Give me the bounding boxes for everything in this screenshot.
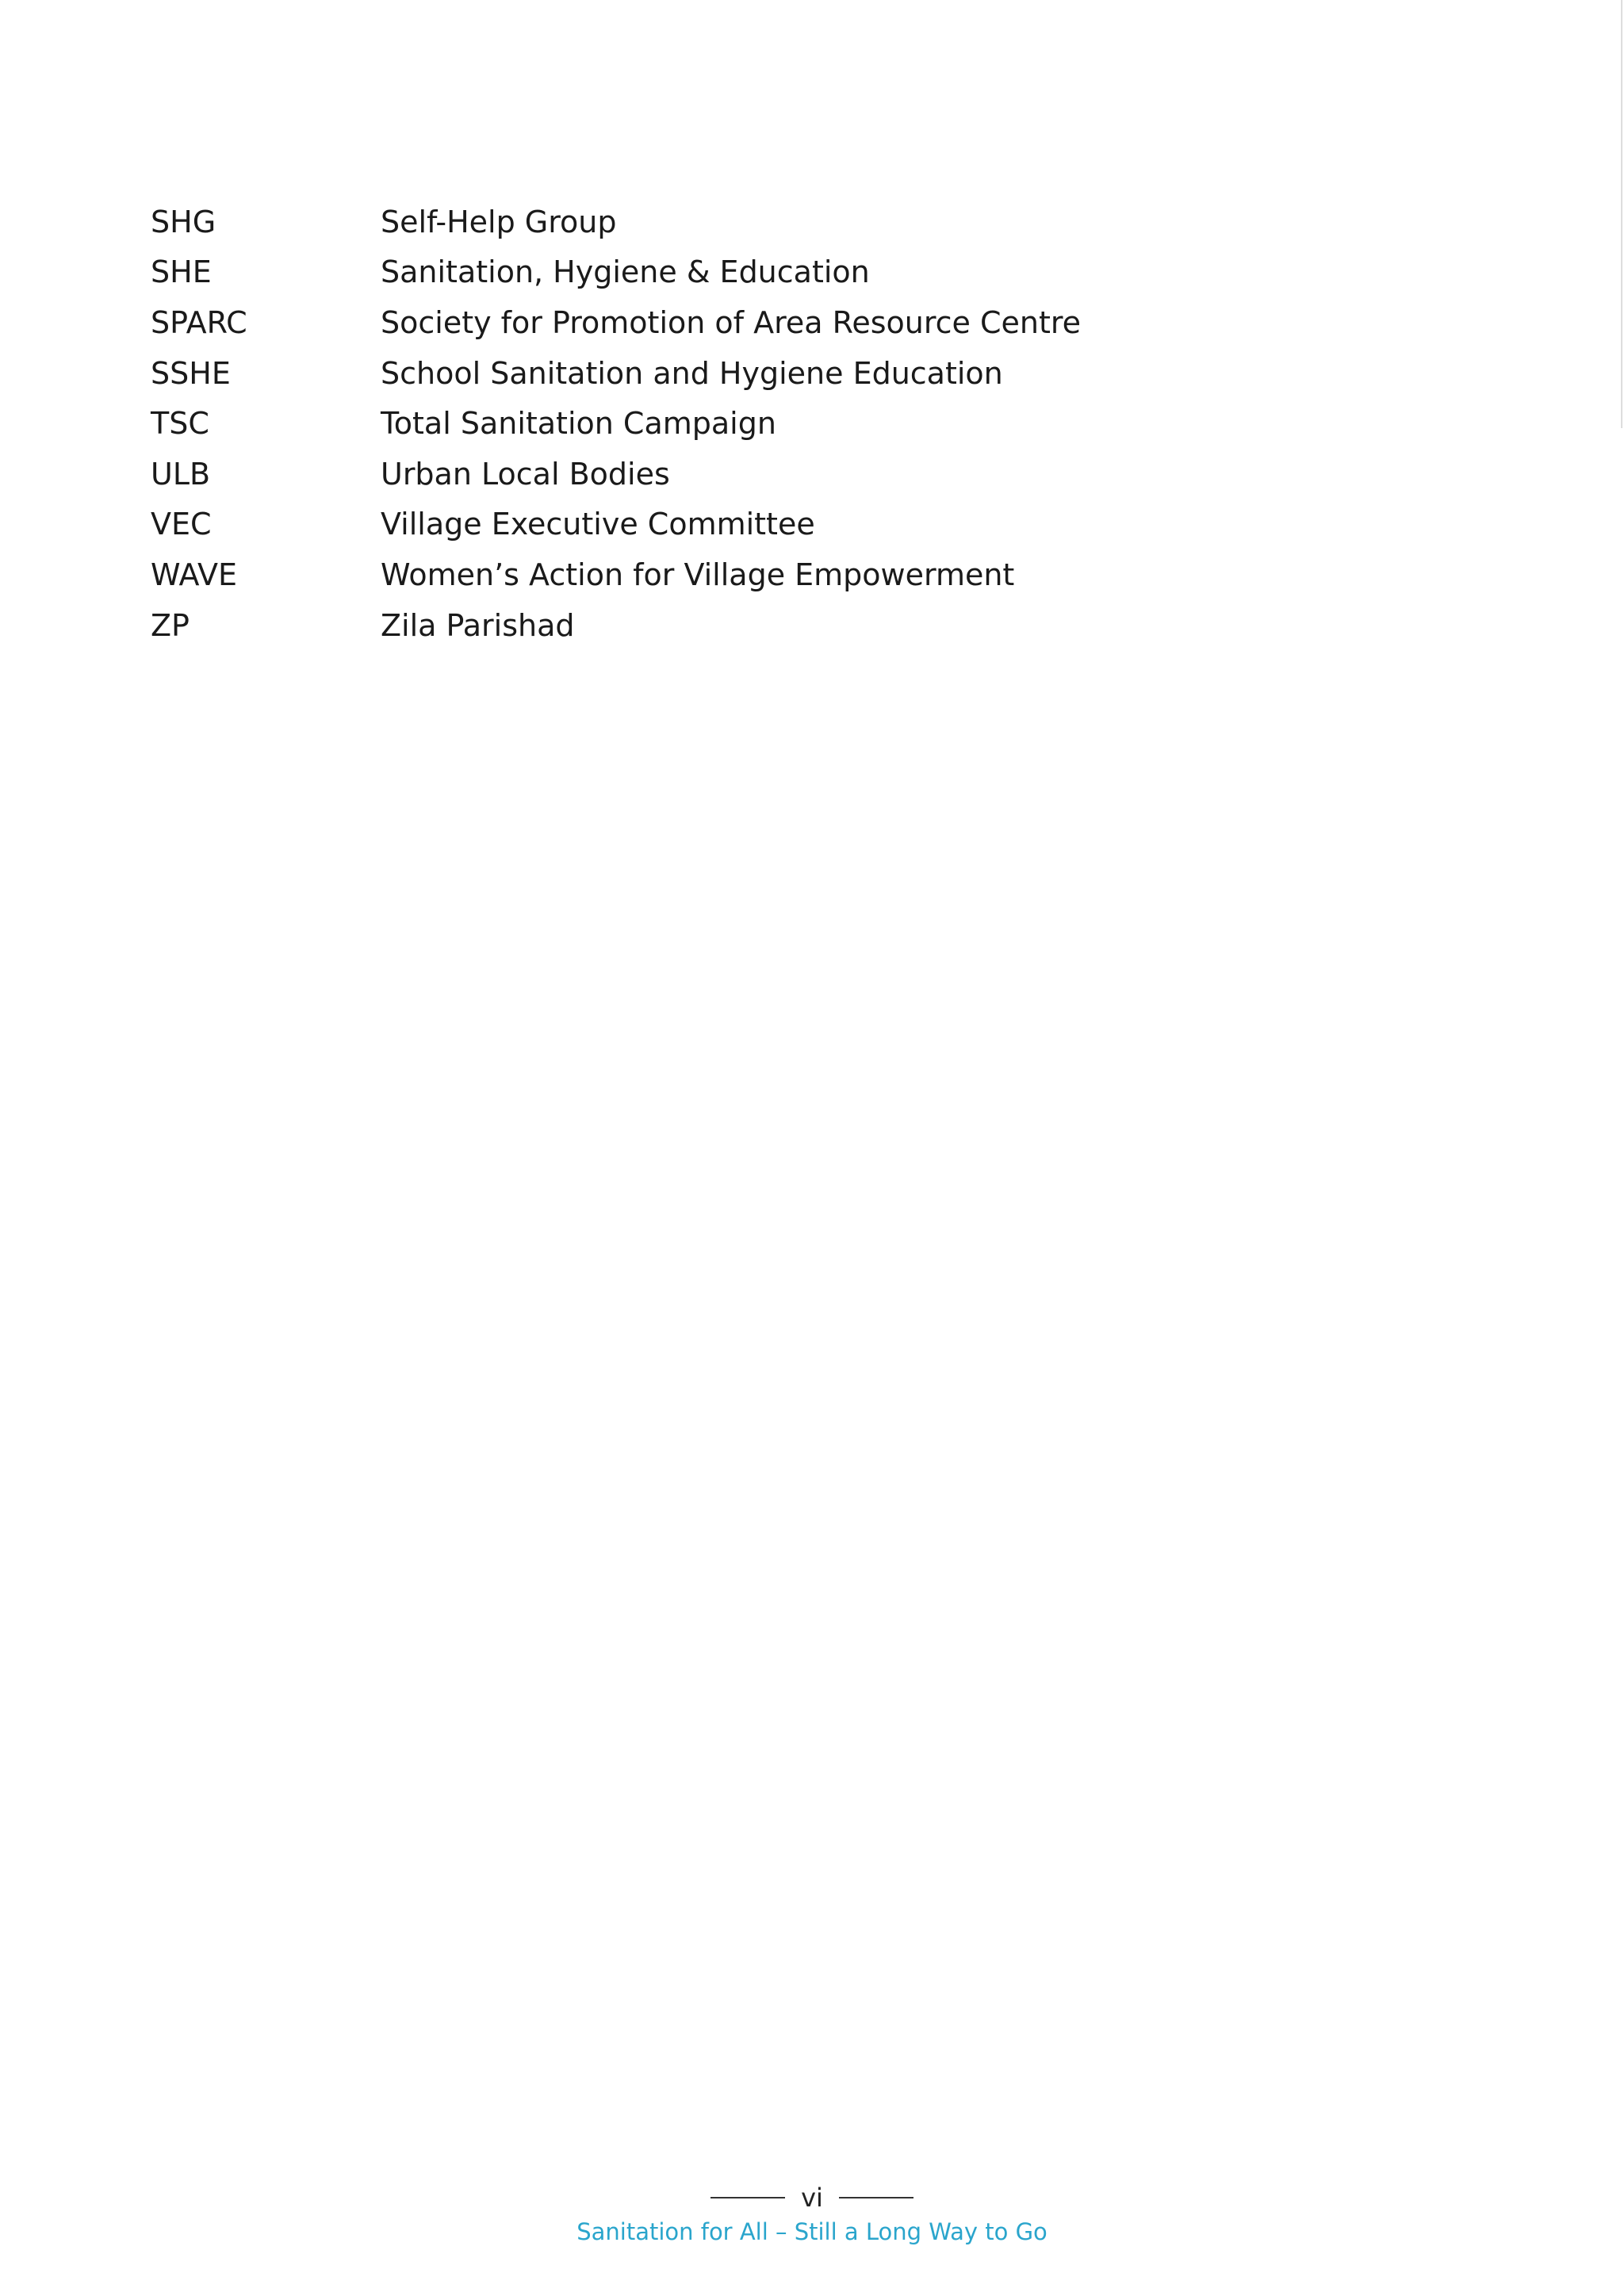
page-footer: [0, 2182, 1624, 2246]
abbreviation-row: [151, 449, 1081, 499]
abbreviation-code: SSHE: [151, 355, 231, 391]
abbreviation-code: VEC: [151, 507, 212, 542]
abbreviation-term: Village Executive Committee: [381, 507, 815, 542]
abbreviation-term: Society for Promotion of Area Resource Centre: [381, 304, 1082, 340]
abbreviation-code: SPARC: [151, 304, 247, 340]
abbreviation-term: Self-Help Group: [381, 204, 617, 239]
abbreviation-row: [151, 297, 1081, 348]
abbreviation-term: Sanitation, Hygiene & Education: [381, 254, 870, 290]
abbreviation-code: SHE: [151, 254, 212, 290]
abbreviation-code: ULB: [151, 456, 211, 492]
abbreviation-term: Zila Parishad: [381, 607, 575, 643]
abbreviation-code: SHG: [151, 204, 216, 239]
abbreviation-row: [151, 398, 1081, 449]
page-number-line: [0, 2182, 1624, 2214]
abbreviation-row: [151, 197, 1081, 247]
abbreviation-list: [151, 197, 1081, 650]
abbreviation-term: School Sanitation and Hygiene Education: [381, 355, 1003, 391]
abbreviation-term: Total Sanitation Campaign: [381, 406, 776, 442]
abbreviation-row: [151, 549, 1081, 600]
abbreviation-row: [151, 348, 1081, 399]
abbreviation-code: WAVE: [151, 557, 238, 592]
running-title: Sanitation for All – Still a Long Way to Go: [576, 2218, 1048, 2245]
abbreviation-term: Women’s Action for Village Empowerment: [381, 557, 1015, 592]
abbreviation-code: ZP: [151, 607, 190, 643]
abbreviation-row: [151, 600, 1081, 651]
page-number: vi: [801, 2183, 823, 2213]
abbreviation-term: Urban Local Bodies: [381, 456, 670, 492]
abbreviation-row: [151, 499, 1081, 550]
abbreviation-code: TSC: [151, 406, 209, 442]
left-rule: [710, 2197, 785, 2198]
right-rule: [839, 2197, 914, 2198]
abbreviation-row: [151, 247, 1081, 298]
page-edge-shadow: [1621, 0, 1622, 428]
